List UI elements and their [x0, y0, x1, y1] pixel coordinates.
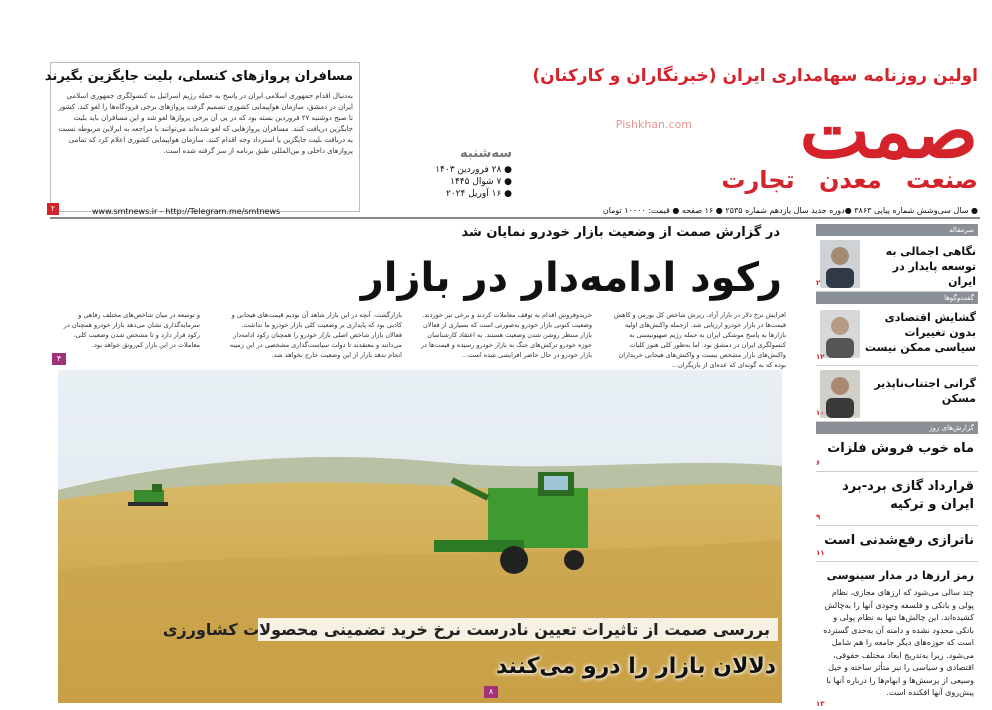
section-label-reports: گزارش‌های روز — [816, 422, 978, 434]
page-number: ۲ — [816, 279, 821, 287]
date-hijri: ● ۷ شوال ۱۴۴۵ — [450, 177, 512, 187]
story-column-2: خریدوفروش اقدام به توقف معاملات کردند و برخی تیر خوردند. وضعیت کنونی بازار خودرو به‌صورتی است که بسیاری از فعالان بازار منتظر روشن شدن وضعیت هستند. به اعتقاد کارشناسان حوزه خودرو ترکش‌های جنگ به بازار خودرو رسیده و قیمت‌ها در بازار خودرو در حال حاضر افزایشی شده است... — [420, 311, 592, 359]
sidebar — [816, 224, 978, 708]
top-story-title[interactable]: مسافران پروازهای کنسلی، بلیت جایگزین بگیرند — [44, 69, 353, 84]
page-number-badge: ۲ — [47, 203, 59, 215]
photo-headline[interactable]: دلالان بازار را درو می‌کنند — [495, 654, 776, 679]
sidebar-item-interview-1[interactable] — [816, 304, 978, 366]
photo-subheadline[interactable]: بررسی صمت از تاثیرات تعیین نادرست نرخ خرید تضمینی محصولات کشاورزی — [258, 618, 778, 641]
issue-line: ● سال سی‌وشش شماره پیاپی ۳۸۶۳ ●دوره جدید سال یازدهم شماره ۲۵۳۵ ● ۱۶ صفحه ● قیمت: ۱۰۰۰۰ تومان — [602, 206, 978, 215]
interview-1-title[interactable]: گشایش اقتصادی بدون تغییرات سیاسی ممکن نیست — [865, 311, 976, 354]
author-avatar — [820, 240, 860, 288]
main-headline[interactable]: رکود ادامه‌دار در بازار — [360, 255, 782, 301]
divider — [50, 217, 980, 219]
top-story-body: به‌دنبال اقدام جمهوری اسلامی ایران در پاسخ به حمله رژیم اسرائیل به کنسولگری جمهوری اسلامی ایران در دمشق، سازمان هواپیمایی کشوری تصمیم گرفت پروازهای برخی فرودگاه‌ها را لغو کند. کشور تا صبح دوشنبه ۲۷ فروردین بسته بود که در پی آن برخی پروازها لغو شد و این مسافران باید بلیت جایگزین دریافت کنند. مسافران پروازهایی که لغو شده‌اند می‌توانند با مراجعه به ایرلاین مربوطه نسبت به دریافت بلیت جایگزین یا استرداد وجه اقدام کنند. سازمان هواپیمایی کشوری اعلام کرد که تمامی پروازهای داخلی و بین‌المللی طبق برنامه از سر گرفته شده است. — [58, 92, 353, 155]
top-story-box[interactable] — [44, 62, 360, 213]
feature-body: چند سالی می‌شود که ارزهای مجازی، نظام پولی و بانکی و فلسفه وجودی آنها را به‌چالش کشیده‌اند. این چالش‌ها تنها به نظام پولی و بانکی محدود نشده و دامنه آن به‌حدی گسترده است که حوزه‌های دیگر جامعه را هم شامل می‌شود. زیرا به‌تدریج ابعاد مختلف حقوقی، اقتصادی و سیاسی را نیز متأثر ساخته و خیل وسیعی از پرسش‌ها و ابهام‌ها را درباره آنها با پیش‌روی آنها افکنده است. — [823, 588, 974, 697]
page-number: ۱۱ — [816, 549, 825, 557]
page-number-badge: ۴ — [52, 353, 66, 365]
story-column-3: بازارگشت. آنچه در این بازار شاهد آن بودیم قیمت‌های هیجانی و کاذبی بود که پایداری بر وضعیت کلی بازار خودرو ما نداشت. فعالان بازار شاخص اصلی بازار خودرو را همچنان رکود ادامه‌دار می‌دانند و معتقدند تا دولت سیاست‌گذاری مشخصی در این زمینه انجام ندهد بازار از این وضعیت خارج نخواهد شد. — [229, 311, 402, 359]
page-number: ۱۰ — [816, 409, 825, 417]
page-number-badge: ۸ — [484, 686, 498, 698]
interviewee-avatar — [820, 370, 860, 418]
story-column-1: افزایش نرخ دلار در بازار آزاد، ریزش شاخص کل بورس و کاهش قیمت‌ها در بازار خودرو ارزیابی شد. ازجمله واکنش‌های اولیه بازارها به پاسخ موشکی ایران به حمله رژیم صهیونیستی به کنسولگری ایران در دمشق بود. اما به‌طور کلی هنوز کلیات واکنش‌های بازار مشخص نیست و واکنش‌های هیجانی خریداران بوده که به گونه‌ای که عده‌ای از بازیگران... — [613, 311, 786, 369]
sidebar-item-feature[interactable] — [816, 562, 978, 710]
story-column-4: و توسعه در میان شاخص‌های مختلف رفاهی و سرمایه‌گذاری نشان می‌دهد بازار خودرو همچنان در رکود قرار دارد و تا مشخص شدن وضعیت کلی، معاملات در این بازار کم‌رونق خواهد بود. — [63, 311, 200, 349]
logo-sub: صنعت معدن تجارت — [721, 166, 978, 194]
sidebar-item-editorial[interactable] — [816, 236, 978, 292]
report-2-title[interactable]: قرارداد گازی برد-برد ایران و ترکیه — [842, 479, 974, 512]
sidebar-item-report-1[interactable] — [816, 434, 978, 472]
newspaper-logo — [518, 89, 978, 200]
weekday: سه‌شنبه — [460, 146, 512, 161]
page-number: ۹ — [816, 513, 821, 521]
sidebar-item-report-2[interactable] — [816, 472, 978, 526]
editorial-title[interactable]: نگاهی اجمالی به توسعه پایدار در ایران — [885, 245, 976, 288]
interview-2-title[interactable]: گرانی اجتناب‌ناپذیر مسکن — [874, 377, 976, 405]
sidebar-item-report-3[interactable] — [816, 526, 978, 562]
date-box — [432, 164, 512, 200]
page-number: ۱۳ — [816, 700, 825, 708]
date-gregorian: ● ۱۶ آوریل ۲۰۲۴ — [446, 189, 512, 199]
headline-kicker: در گزارش صمت از وضعیت بازار خودرو نمایان شد — [461, 225, 780, 240]
report-1-title[interactable]: ماه خوب فروش فلزات — [827, 441, 974, 456]
date-persian: ● ۲۸ فروردین ۱۴۰۳ — [435, 165, 512, 175]
section-label-interviews: گفت‌وگوها — [816, 292, 978, 304]
page-number: ۱۲ — [816, 353, 825, 361]
sidebar-item-interview-2[interactable] — [816, 366, 978, 422]
feature-title[interactable]: رمز ارزها در مدار سینوسی — [826, 569, 974, 582]
page-number: ۶ — [816, 459, 821, 467]
section-label-editorial: سرمقاله — [816, 224, 978, 236]
watermark: Pishkhan.com — [615, 118, 692, 131]
logo-main: صمت — [799, 89, 978, 175]
report-3-title[interactable]: ناترازی رفع‌شدنی است — [824, 533, 974, 548]
website-links[interactable]: www.smtnews.ir - http://Telegram.me/smtnews — [92, 207, 281, 216]
masthead-tagline: اولین روزنامه سهامداری ایران (خبرنگاران و کارکنان) — [532, 66, 978, 86]
interviewee-avatar — [820, 310, 860, 358]
